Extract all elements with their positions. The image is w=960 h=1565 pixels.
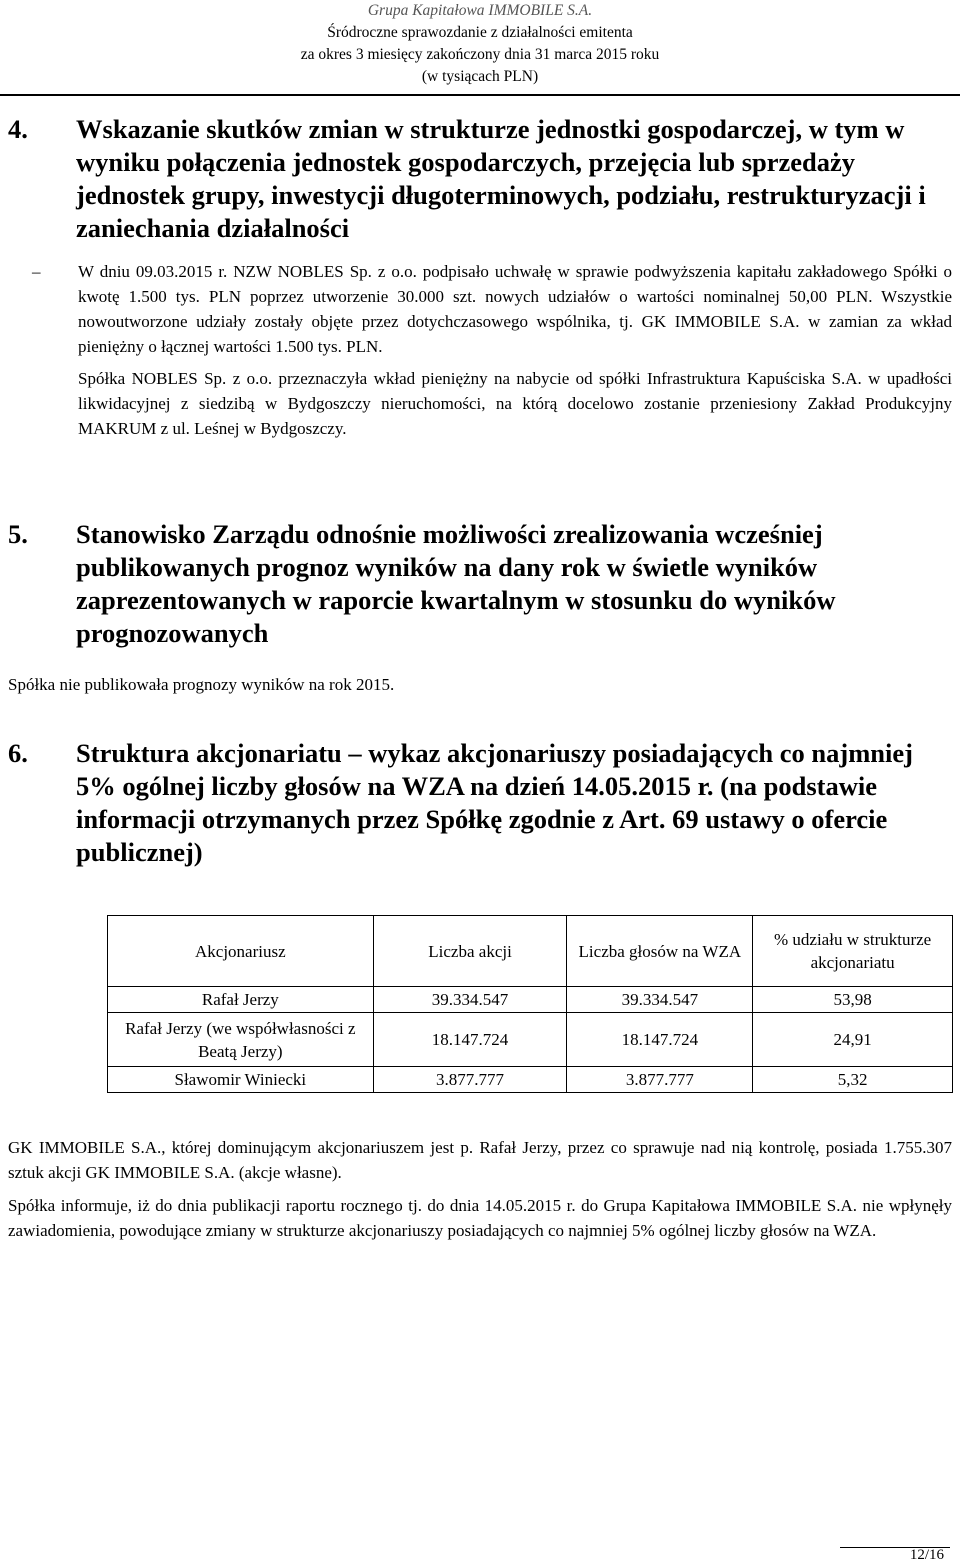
section-4-title: Wskazanie skutków zmian w strukturze jednostki gospodarczej, w tym w wyniku połączenia jednostek gospodarczych, przejęcia lub sprzedaży jednostek grupy, inwestycji długoterminowych, podziału, restrukturyzacji i zaniechania działalności [76,114,926,243]
ownership-note: GK IMMOBILE S.A., której dominującym akcjonariuszem jest p. Rafał Jerzy, przez co sprawuje nad nią kontrolę, posiada 1.755.307 sztuk akcji GK IMMOBILE S.A. (akcje własne). [8,1138,952,1182]
header-report-title: Śródroczne sprawozdanie z działalności emitenta [327,24,633,41]
section-6-number: 6. [8,738,28,768]
table-cell: 18.147.724 [567,1013,753,1067]
table-cell: Sławomir Winiecki [108,1067,374,1093]
table-row [108,987,953,1013]
column-header: Liczba głosów na WZA [567,916,753,987]
table-cell: Rafał Jerzy (we współwłasności z Beatą Jerzy) [108,1013,374,1067]
section-5-number: 5. [8,519,28,549]
table-cell: 39.334.547 [373,987,567,1013]
column-header: % udziału w strukturze akcjonariatu [753,916,953,987]
table-cell: 3.877.777 [373,1067,567,1093]
table-row [108,1067,953,1093]
section-4-paragraph-2: Spółka NOBLES Sp. z o.o. przeznaczyła wkład pieniężny na nabycie od spółki Infrastruktura Kapuściska S.A. w upadłości likwidacyjnej z siedzibą w Bydgoszczy nieruchomości, na którą docelowo zostanie przeniesiony Zakład Produkcyjny MAKRUM z ul. Leśnej w Bydgoszczy. [78,369,952,438]
section-4-item [8,259,952,359]
section-4-paragraph-1: W dniu 09.03.2015 r. NZW NOBLES Sp. z o.o. podpisało uchwałę w sprawie podwyższenia kapitału zakładowego Spółki o kwotę 1.500 tys. PLN poprzez utworzenie 30.000 szt. nowych udziałów o wartości nominalnej 50,00 PLN. Wszystkie nowoutworzone udziały zostały objęte przez dotychczasowego wspólnika, tj. GK IMMOBILE S.A. w zamian za wkład pieniężny o łącznej wartości 1.500 tys. PLN. [78,262,952,356]
header-unit: (w tysiącach PLN) [421,68,539,85]
page-number: 12/16 [909,1547,944,1563]
dash-bullet: – [32,262,41,281]
table-cell: Rafał Jerzy [108,987,374,1013]
table-cell: 53,98 [753,987,953,1013]
section-6-heading [8,737,952,869]
page-header [0,0,960,96]
section-4-heading [8,113,952,245]
notification-note: Spółka informuje, iż do dnia publikacji raportu rocznego tj. do dnia 14.05.2015 r. do Grupa Kapitałowa IMMOBILE S.A. nie wpłynęły zawiadomienia, powodujące zmiany w strukturze akcjonariuszy posiadających co najmniej 5% ogólnej liczby głosów na WZA. [8,1196,952,1240]
column-header: Liczba akcji [373,916,567,987]
table-cell: 3.877.777 [567,1067,753,1093]
table-cell: 39.334.547 [567,987,753,1013]
header-period: za okres 3 miesięcy zakończony dnia 31 marca 2015 roku [300,46,660,63]
section-5 [8,518,952,697]
section-6 [8,737,952,869]
section-5-heading [8,518,952,650]
table-header-row [108,916,953,987]
table-cell: 24,91 [753,1013,953,1067]
table-row [108,1013,953,1067]
shareholders-table [107,915,953,1093]
section-5-title: Stanowisko Zarządu odnośnie możliwości zrealizowania wcześniej publikowanych prognoz wyników na dany rok w świetle wyników zaprezentowanych w raporcie kwartalnym w stosunku do wyników prognozowanych [76,519,836,648]
section-4-number: 4. [8,114,28,144]
column-header: Akcjonariusz [108,916,374,987]
header-company: Grupa Kapitałowa IMMOBILE S.A. [367,2,593,19]
table-cell: 5,32 [753,1067,953,1093]
section-5-text: Spółka nie publikowała prognozy wyników na rok 2015. [8,675,395,694]
table-cell: 18.147.724 [373,1013,567,1067]
section-4 [8,113,952,441]
section-6-title: Struktura akcjonariatu – wykaz akcjonariuszy posiadających co najmniej 5% ogólnej liczby głosów na WZA na dzień 14.05.2015 r. (na podstawie informacji otrzymanych przez Spółkę zgodnie z Art. 69 ustawy o ofercie publicznej) [76,738,913,867]
header-divider [0,94,960,96]
